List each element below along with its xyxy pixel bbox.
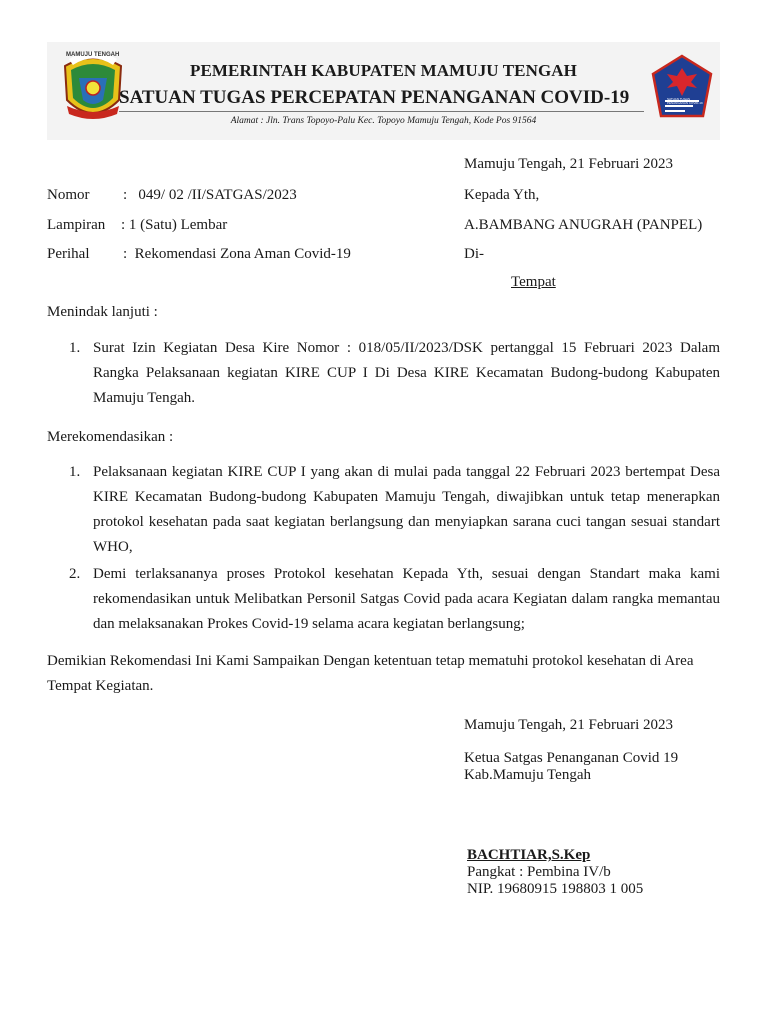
signer-nip: NIP. 19680915 198803 1 005: [467, 881, 644, 897]
item-number: 1.: [69, 340, 81, 356]
recommendation-item: Demi terlaksananya proses Protokol kesehatan Kepada Yth, sesuai dengan Standart maka kami rekomendasikan untuk Melibatkan Personil Satgas Covid pada acara Kegiatan dalam rangka memantau dan melaksanakan Prokes Covid-19 selama acara kegiatan berlangsung;: [93, 566, 720, 632]
recipient-name: A.BAMBANG ANUGRAH (PANPEL): [464, 217, 703, 233]
signature-date: Mamuju Tengah, 21 Februari 2023: [464, 717, 674, 733]
recipient-place: Tempat: [511, 274, 556, 290]
perihal-value: : Rekomendasi Zona Aman Covid-19: [123, 246, 351, 262]
reference-item: Surat Izin Kegiatan Desa Kire Nomor : 018/05/II/2023/DSK pertanggal 15 Februari 2023 Dalam Rangka Pelaksanaan kegiatan KIRE CUP I Di Desa KIRE Kecamatan Budong-budong Kabupaten Mamuju Tengah.: [93, 340, 720, 406]
nomor-label: Nomor: [47, 187, 90, 203]
header-divider: [119, 111, 644, 112]
signer-rank: Pangkat : Pembina IV/b: [467, 864, 611, 880]
closing-paragraph: Demikian Rekomendasi Ini Kami Sampaikan Dengan ketentuan tetap mematuhi protokol kesehatan di Area Tempat Kegiatan.: [47, 653, 694, 694]
intro-merekomendasikan: Merekomendasikan :: [47, 429, 174, 445]
intro-menindak: Menindak lanjuti :: [47, 304, 158, 320]
perihal-label: Perihal: [47, 246, 90, 262]
logo-right-caption: SATUAN TUGAS PENANGANAN COVID-19: [667, 97, 703, 105]
lampiran-label: Lampiran: [47, 217, 106, 233]
header-task-force-name: SATUAN TUGAS PERCEPATAN PENANGANAN COVID-19: [119, 87, 630, 108]
recipient-di: Di-: [464, 246, 484, 262]
item-number: 2.: [69, 566, 81, 582]
logo-left-caption: MAMUJU TENGAH: [66, 52, 120, 58]
lampiran-value: : 1 (Satu) Lembar: [121, 217, 228, 233]
nomor-value: : 049/ 02 /II/SATGAS/2023: [123, 187, 297, 203]
signer-name: BACHTIAR,S.Kep: [467, 847, 591, 863]
header-government-name: PEMERINTAH KABUPATEN MAMUJU TENGAH: [189, 61, 577, 80]
item-number: 1.: [69, 464, 81, 480]
letter-date: Mamuju Tengah, 21 Februari 2023: [464, 156, 674, 172]
letterhead: [47, 42, 720, 140]
recommendation-item: Pelaksanaan kegiatan KIRE CUP I yang akan di mulai pada tanggal 22 Februari 2023 bertempat Desa KIRE Kecamatan Budong-budong Kabupaten Mamuju Tengah, diwajibkan untuk tetap menerapkan protokol kesehatan pada saat kegiatan berlangsung dan menyiapkan sarana cuci tangan sesuai standart WHO,: [93, 464, 720, 555]
header-address: Alamat : Jln. Trans Topoyo-Palu Kec. Topoyo Mamuju Tengah, Kode Pos 91564: [230, 116, 537, 126]
signer-region: Kab.Mamuju Tengah: [464, 767, 591, 783]
covid-task-force-logo: [651, 54, 713, 120]
recipient-greeting: Kepada Yth,: [464, 187, 540, 203]
signer-title: Ketua Satgas Penanganan Covid 19: [464, 750, 679, 766]
